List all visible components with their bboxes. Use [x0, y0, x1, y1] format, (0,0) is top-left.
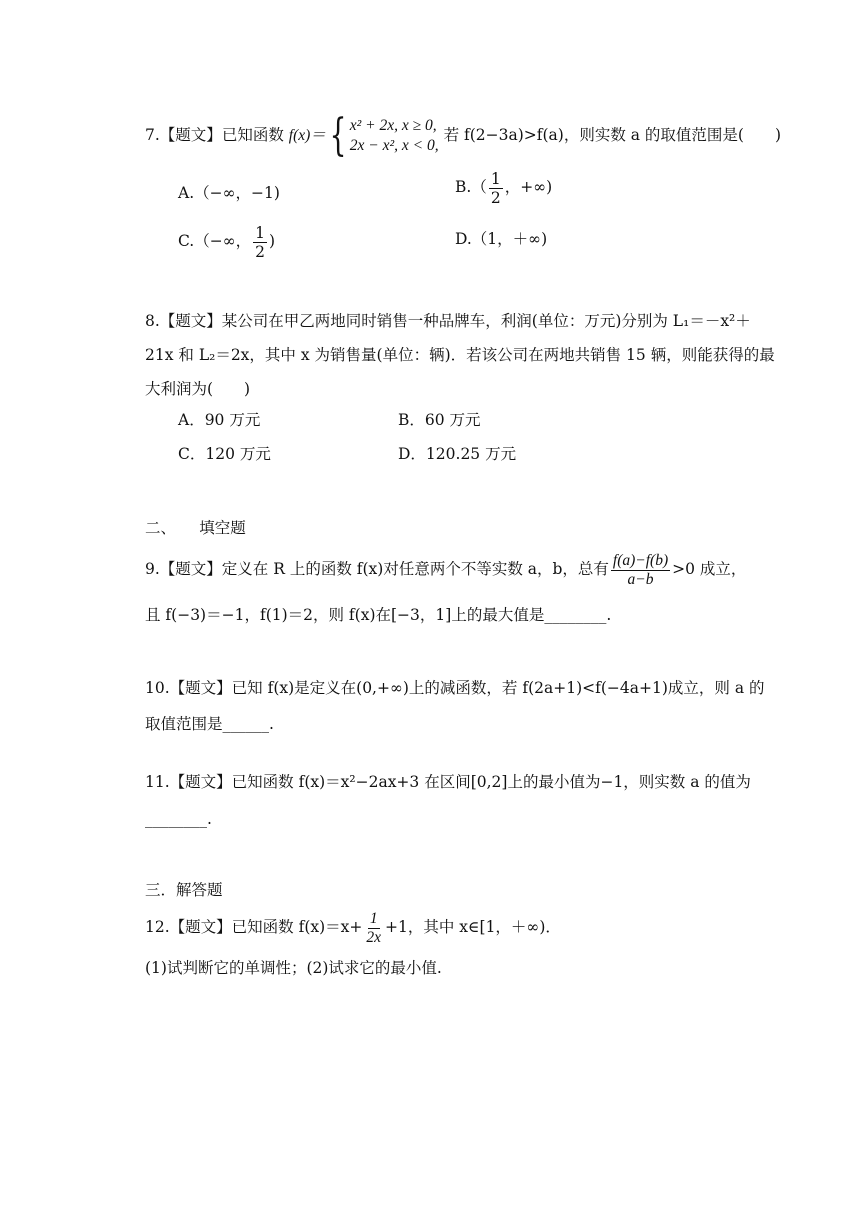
q8-line-3: 大利润为( ) [145, 380, 251, 398]
q7-stem-b: 若 f(2−3a)>f(a)，则实数 a 的取值范围是( ) [443, 126, 782, 144]
q9-fraction [611, 552, 670, 589]
question-7 [145, 110, 781, 161]
q9-denominator: a−b [627, 570, 654, 588]
q7-option-b-numerator: 1 [490, 169, 501, 188]
q7-option-c-numerator: 1 [255, 223, 266, 242]
q12-denominator: 2x [366, 928, 382, 946]
q7-option-c [178, 222, 275, 261]
q7-option-d: D.（1，＋∞) [455, 230, 548, 248]
q12-suffix: +1，其中 x∈[1，＋∞)． [385, 918, 561, 936]
q7-piecewise [350, 116, 439, 156]
q12-prefix: 12.【题文】已知函数 f(x)＝x+ [145, 918, 363, 936]
q8-line-1: 8.【题文】某公司在甲乙两地同时销售一种品牌车，利润(单位：万元)分别为 L₁＝－x²＋ [145, 312, 751, 330]
q7-brace: { [329, 110, 347, 161]
q7-option-c-prefix: C.（−∞， [178, 232, 252, 250]
q9-prefix: 9.【题文】定义在 R 上的函数 f(x)对任意两个不等实数 a，b，总有 [145, 560, 609, 578]
q12-line-2: (1)试判断它的单调性；(2)试求它的最小值. [145, 959, 442, 977]
section-2-heading: 二、 填空题 [145, 519, 246, 537]
q11-line-1: 11.【题文】已知函数 f(x)＝x²−2ax+3 在区间[0,2]上的最小值为−1，则实数 a 的值为 [145, 773, 751, 791]
q10-line-1: 10.【题文】已知 f(x)是定义在(0,+∞)上的减函数，若 f(2a+1)<f(−4a+1)成立，则 a 的 [145, 679, 765, 697]
q12-line-1 [145, 906, 561, 948]
q8-line-2: 21x 和 L₂＝2x，其中 x 为销售量(单位：辆)．若该公司在两地共销售 15 辆，则能获得的最 [145, 346, 775, 364]
q9-line-2: 且 f(−3)＝−1，f(1)＝2，则 f(x)在[−3，1]上的最大值是________. [145, 606, 612, 624]
q7-option-b-denominator: 2 [490, 188, 501, 207]
q7-option-c-suffix: ) [269, 232, 276, 250]
q7-option-b-fraction [489, 170, 503, 207]
q7-option-b [455, 168, 552, 207]
q9-numerator: f(a)−f(b) [612, 551, 669, 569]
q9-suffix: >0 成立， [672, 560, 747, 578]
q8-option-a: A．90 万元 [178, 411, 261, 429]
q8-option-b: B．60 万元 [398, 411, 481, 429]
q9-line-1 [145, 548, 746, 590]
q8-option-c: C．120 万元 [178, 445, 271, 463]
q7-option-c-denominator: 2 [255, 242, 266, 261]
q7-case-1: x² + 2x, x ≥ 0, [349, 117, 437, 134]
q11-line-2: ________. [145, 810, 212, 828]
q7-option-c-fraction [253, 224, 267, 261]
q7-option-b-prefix: B.（ [455, 178, 487, 196]
q7-option-a: A.（−∞，−1) [178, 184, 280, 202]
q7-number: 7. [145, 126, 160, 144]
q7-option-b-suffix: ，+∞) [504, 178, 553, 196]
q7-function: f(x)＝ [288, 127, 326, 144]
q12-numerator: 1 [369, 909, 378, 927]
q7-case-2: 2x − x², x < 0, [349, 137, 439, 154]
q7-tag: 【题文】 [159, 126, 222, 144]
q7-stem-a: 已知函数 [221, 126, 284, 144]
q12-fraction [364, 910, 383, 947]
section-3-heading: 三．解答题 [145, 881, 223, 899]
q8-option-d: D．120.25 万元 [398, 445, 517, 463]
q10-line-2: 取值范围是______. [145, 715, 274, 733]
